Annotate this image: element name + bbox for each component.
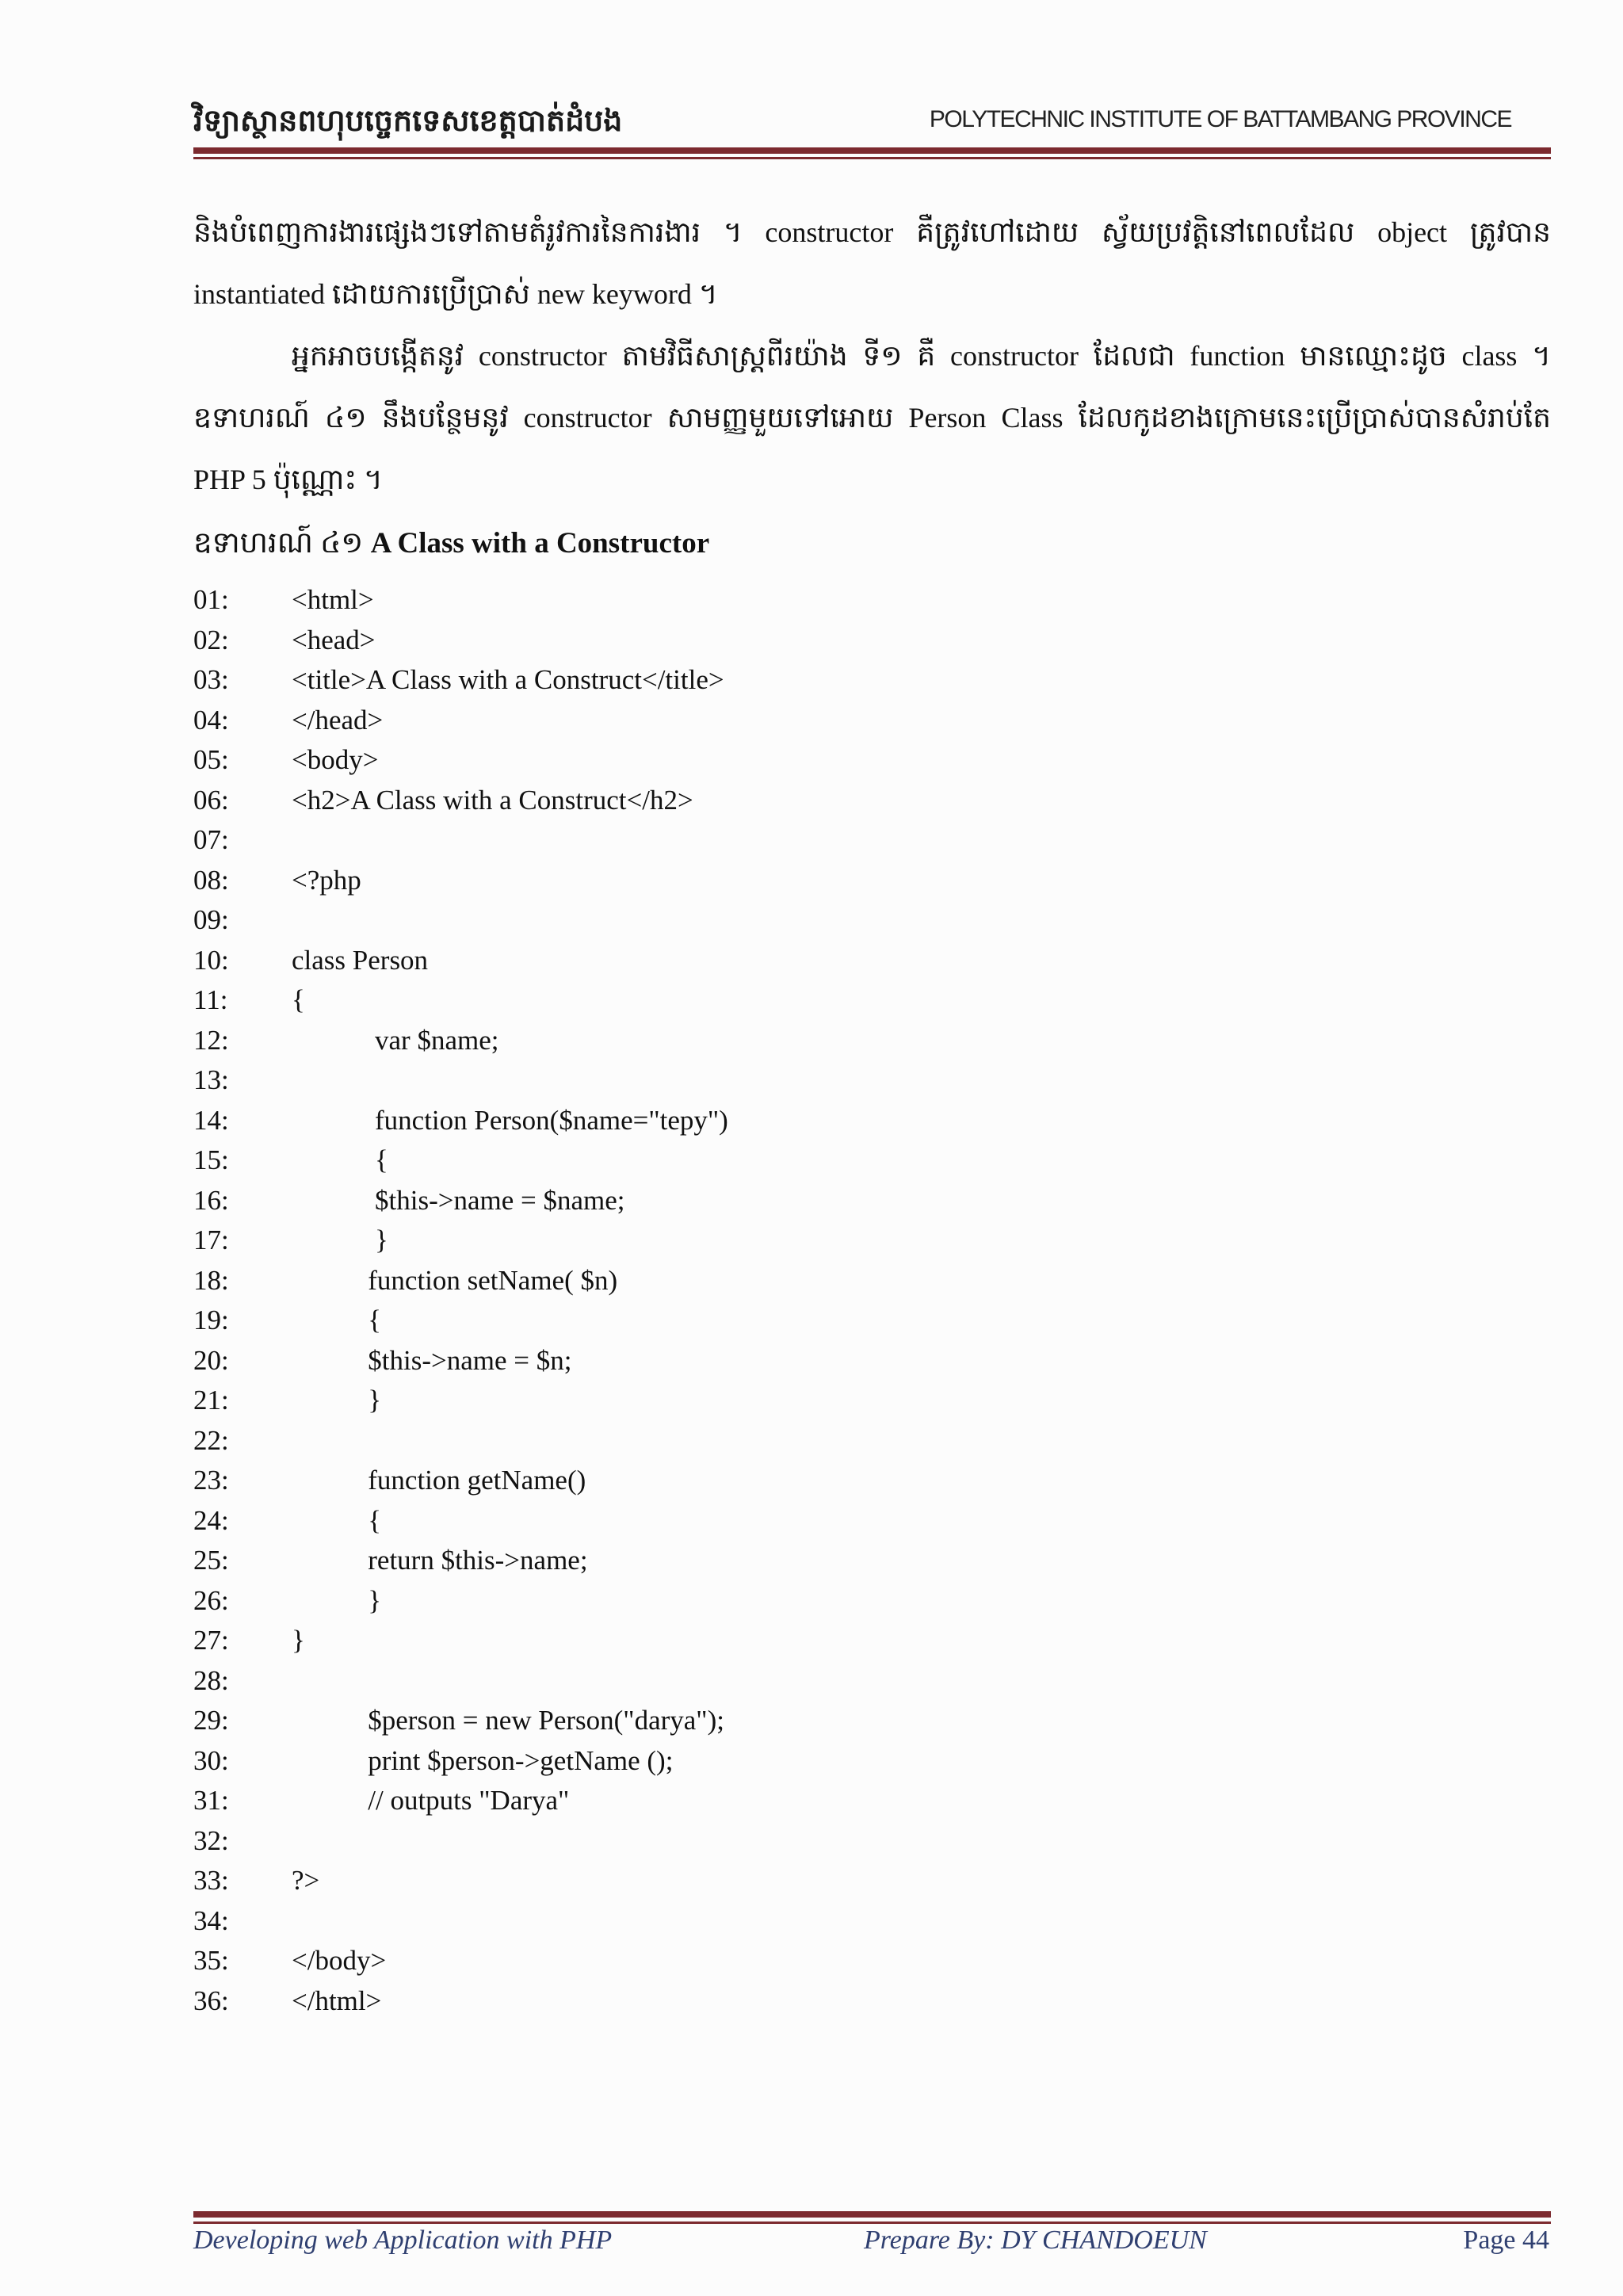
code-line-source: </body> [292,1945,387,1976]
code-line [193,740,1551,781]
code-line-source: $person = new Person("darya"); [292,1705,724,1736]
code-line-source: { [292,1504,382,1536]
code-line-number: 31: [193,1785,229,1816]
code-line [193,1221,1551,1261]
code-line-source: return $this->name; [292,1545,588,1576]
footer-rule-thin [193,2222,1551,2224]
code-line-source: var $name; [292,1024,499,1056]
code-line [193,1501,1551,1541]
code-line [193,621,1551,661]
code-line-number: 24: [193,1504,229,1536]
code-line [193,900,1551,941]
code-line-source: } [292,1584,382,1616]
code-line-number: 11: [193,984,228,1015]
code-line-number: 18: [193,1264,229,1296]
code-line [193,580,1551,621]
footer-page-number: Page 44 [1463,2225,1549,2255]
paragraph-intro: និងបំពេញការងារផ្សេងៗទៅតាមតំរូវការនៃការងារ ។ constructor គឺត្រូវហៅដោយ ស្វ័យប្រវត្តិនៅពេលដែល object ត្រូវបាន instantiated ដោយការប្រើប្រាស់ new keyword ។ [193,216,1551,310]
code-line [193,1140,1551,1181]
example-title: A Class with a Constructor [370,527,710,560]
code-line [193,1941,1551,1981]
code-line [193,820,1551,861]
code-line-number: 05: [193,744,229,775]
code-line [193,1461,1551,1501]
example-number: ឧទាហរណ៍ ៤១ [193,527,371,560]
code-line-source: <h2>A Class with a Construct</h2> [292,784,693,816]
code-line [193,660,1551,701]
code-line [193,1741,1551,1782]
code-line-number: 09: [193,904,229,935]
code-line-number: 02: [193,624,229,655]
header-institute-english: POLYTECHNIC INSTITUTE OF BATTAMBANG PROVINCE [929,106,1511,132]
code-line [193,1341,1551,1381]
code-line [193,1981,1551,2022]
code-line-source: function Person($name="tepy") [292,1104,728,1136]
code-line-source: // outputs "Darya" [292,1785,570,1816]
code-line [193,1821,1551,1862]
code-line [193,1861,1551,1901]
code-listing [193,580,1551,2021]
code-line [193,1381,1551,1421]
code-line [193,1701,1551,1741]
code-line [193,941,1551,981]
page-header [193,95,1551,155]
header-institute-khmer: វិទ្យាស្ថានពហុបច្ចេកទេសខេត្តបាត់ដំបង [193,103,623,138]
code-line-number: 20: [193,1344,229,1376]
code-line-source: $this->name = $name; [292,1184,625,1216]
code-line-number: 21: [193,1385,229,1415]
code-line-source: <title>A Class with a Construct</title> [292,664,724,695]
code-line-source: </head> [292,704,384,735]
code-line-number: 17: [193,1224,229,1255]
code-line-source: ?> [292,1865,320,1896]
code-line-number: 32: [193,1824,229,1856]
code-line-number: 06: [193,784,229,816]
code-line-source: print $person->getName (); [292,1744,674,1776]
code-line-source: function getName() [292,1465,586,1496]
header-rule-thin [193,157,1551,159]
code-line-number: 25: [193,1545,229,1576]
code-line-source: { [292,1305,382,1335]
code-line-number: 22: [193,1424,229,1456]
code-line-number: 36: [193,1985,229,2016]
code-line-number: 13: [193,1064,229,1095]
code-line-number: 33: [193,1865,229,1896]
footer-rule-thick [193,2211,1551,2218]
paragraph-constructor: អ្នកអាចបង្កើតនូវ constructor តាមវិធីសាស្ត្រពីរយ៉ាង ទី១ គឺ constructor ដែលជា function មានឈ្មោះដូច class ។ ឧទាហរណ៍ ៤១ នឹងបន្ថែមនូវ constructor សាមញ្ញមួយទៅអោយ Person Class ដែលកូដខាងក្រោមនេះប្រើប្រាស់បានសំរាប់តែ PHP 5 ប៉ុណ្ណោះ ។ [193,340,1551,495]
code-line-number: 27: [193,1625,229,1656]
code-line-number: 15: [193,1144,229,1175]
code-line-number: 19: [193,1305,229,1335]
code-line [193,1541,1551,1581]
code-line-source: <body> [292,744,379,775]
example-heading [193,521,1551,566]
page-content [193,201,1551,2021]
code-line [193,1901,1551,1942]
header-rule-thick [193,147,1551,154]
code-line [193,1781,1551,1821]
code-line-source: class Person [292,944,429,976]
code-line-source: } [292,1224,388,1255]
code-line [193,701,1551,741]
code-line [193,1421,1551,1461]
code-line [193,1581,1551,1622]
code-line-source: function setName( $n) [292,1264,618,1296]
page-footer [193,2225,1551,2265]
code-line-source: </html> [292,1985,382,2016]
code-line [193,1261,1551,1301]
code-line [193,781,1551,821]
code-line-number: 08: [193,864,229,896]
code-line [193,861,1551,901]
code-line-source: <html> [292,584,374,615]
code-line [193,1181,1551,1221]
code-line-number: 01: [193,584,229,615]
code-line-number: 30: [193,1744,229,1776]
code-line [193,1661,1551,1702]
code-line-number: 35: [193,1945,229,1976]
code-line-number: 03: [193,664,229,695]
code-line-number: 29: [193,1705,229,1736]
code-line [193,1301,1551,1341]
code-line-number: 26: [193,1584,229,1616]
code-line-number: 16: [193,1184,229,1216]
code-line [193,1060,1551,1101]
code-line-number: 14: [193,1104,229,1136]
code-line-number: 04: [193,704,229,735]
footer-author: Prepare By: DY CHANDOEUN [864,2225,1207,2255]
code-line-number: 28: [193,1664,229,1696]
code-line-number: 34: [193,1904,229,1936]
footer-course-title: Developing web Application with PHP [193,2225,613,2255]
code-line-source: { [292,1144,388,1175]
code-line-source: } [292,1625,305,1656]
code-line-source: <?php [292,864,361,896]
code-line-number: 07: [193,824,229,855]
code-line [193,1021,1551,1061]
code-line-source: } [292,1385,382,1415]
code-line-source: <head> [292,624,376,655]
code-line-number: 12: [193,1024,229,1056]
code-line-source: { [292,984,305,1015]
code-line [193,1101,1551,1141]
code-line-number: 10: [193,944,229,976]
code-line-source: $this->name = $n; [292,1344,572,1376]
code-line [193,1621,1551,1661]
code-line [193,980,1551,1021]
code-line-number: 23: [193,1465,229,1496]
